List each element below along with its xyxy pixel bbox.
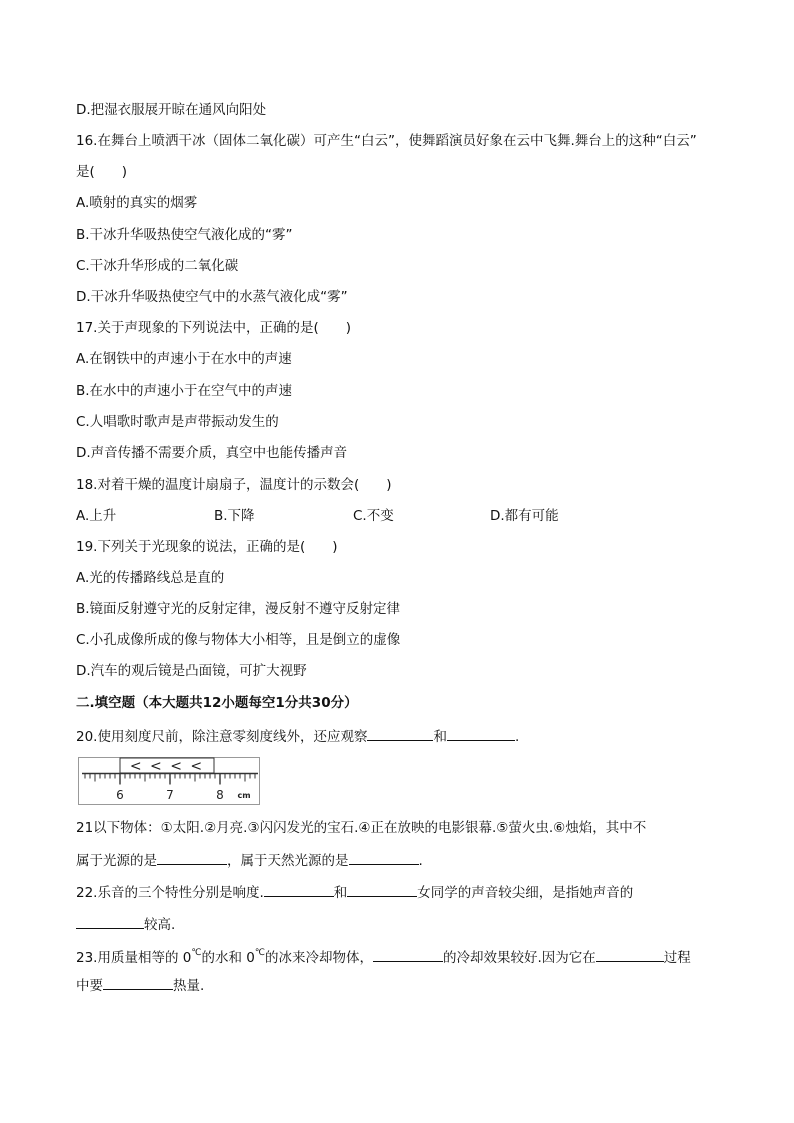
ruler-label-8: 8 [216,788,224,802]
section-heading-fill-in: 二.填空题（本大题共12小题每空1分共30分） [76,695,358,711]
ruler-label-6: 6 [116,788,124,802]
q23-question-cont [76,975,204,995]
q21-text-b2: ，属于天然光源的是 [227,853,349,869]
q18-option-a: A.上升 [76,508,117,524]
q20-text-c: . [514,729,520,745]
q20-blank-1[interactable] [367,726,433,741]
q18-option-b: B.下降 [214,508,255,524]
q22-text-a1: 22.乐音的三个特性分别是响度. [76,885,264,901]
q21-text-b3: . [418,853,423,869]
q22-blank-2[interactable] [347,882,417,897]
object-marks: < < < < [129,758,205,775]
q22-text-a3: 女同学的声音较尖细，是指她声音的 [417,885,634,901]
q23-text-a5: 过程 [663,950,691,966]
q16-option-d: D.干冰升华吸热使空气中的水蒸气液化成“雾” [76,289,348,305]
q19-stem: 19.下列关于光现象的说法，正确的是( ) [76,539,338,555]
q15-option-d: D.把湿衣服展开晾在通风向阳处 [76,102,267,118]
q20-blank-2[interactable] [447,726,515,741]
q22-text-a2: 和 [333,885,348,901]
q23-text-b1: 中要 [76,978,103,994]
q23-blank-2[interactable] [596,947,664,962]
q17-stem: 17.关于声现象的下列说法中，正确的是( ) [76,320,352,336]
q21-question: 21以下物体：①太阳.②月亮.③闪闪发光的宝石.④正在放映的电影银幕.⑤萤火虫.⑥烛焰，其中不 [76,820,647,836]
q18-option-d: D.都有可能 [490,508,559,524]
q23-unit-2: ℃ [254,948,265,958]
q23-unit-1: ℃ [191,948,202,958]
q23-text-b2: 热量. [173,978,205,994]
ruler-label-7: 7 [166,788,174,802]
q18-option-c: C.不变 [353,508,394,524]
q23-text-a3: 的冰来冷却物体， [264,950,373,966]
q23-question [76,944,691,967]
q23-text-a4: 的冷却效果较好.因为它在 [442,950,596,966]
q16-stem-cont: 是( ) [76,164,128,180]
q16-option-a: A.喷射的真实的烟雾 [76,195,198,211]
ruler-figure [78,757,260,805]
q18-options [76,507,716,525]
q23-text-a2: 的水和 0 [201,950,255,966]
q20-question [76,726,519,746]
ruler-unit: cm [237,791,251,800]
q19-option-b: B.镜面反射遵守光的反射定律，漫反射不遵守反射定律 [76,601,401,617]
q17-option-c: C.人唱歌时歌声是声带振动发生的 [76,414,279,430]
q22-text-b: 较高. [144,917,176,933]
q16-option-c: C.干冰升华形成的二氧化碳 [76,258,239,274]
q22-question-cont [76,914,175,934]
q22-blank-3[interactable] [76,914,144,929]
q23-blank-1[interactable] [373,947,443,962]
q17-option-a: A.在钢铁中的声速小于在水中的声速 [76,351,292,367]
q16-stem: 16.在舞台上喷洒干冰（固体二氧化碳）可产生“白云”，使舞蹈演员好象在云中飞舞.舞台上的这种“白云” [76,133,697,149]
q19-option-d: D.汽车的观后镜是凸面镜，可扩大视野 [76,663,307,679]
q17-option-b: B.在水中的声速小于在空气中的声速 [76,383,293,399]
q23-blank-3[interactable] [103,975,173,990]
q21-blank-1[interactable] [157,850,227,865]
q19-option-c: C.小孔成像所成的像与物体大小相等，且是倒立的虚像 [76,632,401,648]
q23-text-a1: 23.用质量相等的 0 [76,950,192,966]
q20-text-a: 20.使用刻度尺前，除注意零刻度线外，还应观察 [76,729,368,745]
q19-option-a: A.光的传播路线总是直的 [76,570,225,586]
q22-question [76,882,633,902]
q20-text-b: 和 [433,729,447,745]
q18-stem: 18.对着干燥的温度计扇扇子，温度计的示数会( ) [76,477,392,493]
q21-blank-2[interactable] [349,850,419,865]
q21-text-b1: 属于光源的是 [76,853,157,869]
q21-question-cont [76,850,423,870]
q16-option-b: B.干冰升华吸热使空气液化成的“雾” [76,227,293,243]
q17-option-d: D.声音传播不需要介质，真空中也能传播声音 [76,445,348,461]
q22-blank-1[interactable] [264,882,334,897]
